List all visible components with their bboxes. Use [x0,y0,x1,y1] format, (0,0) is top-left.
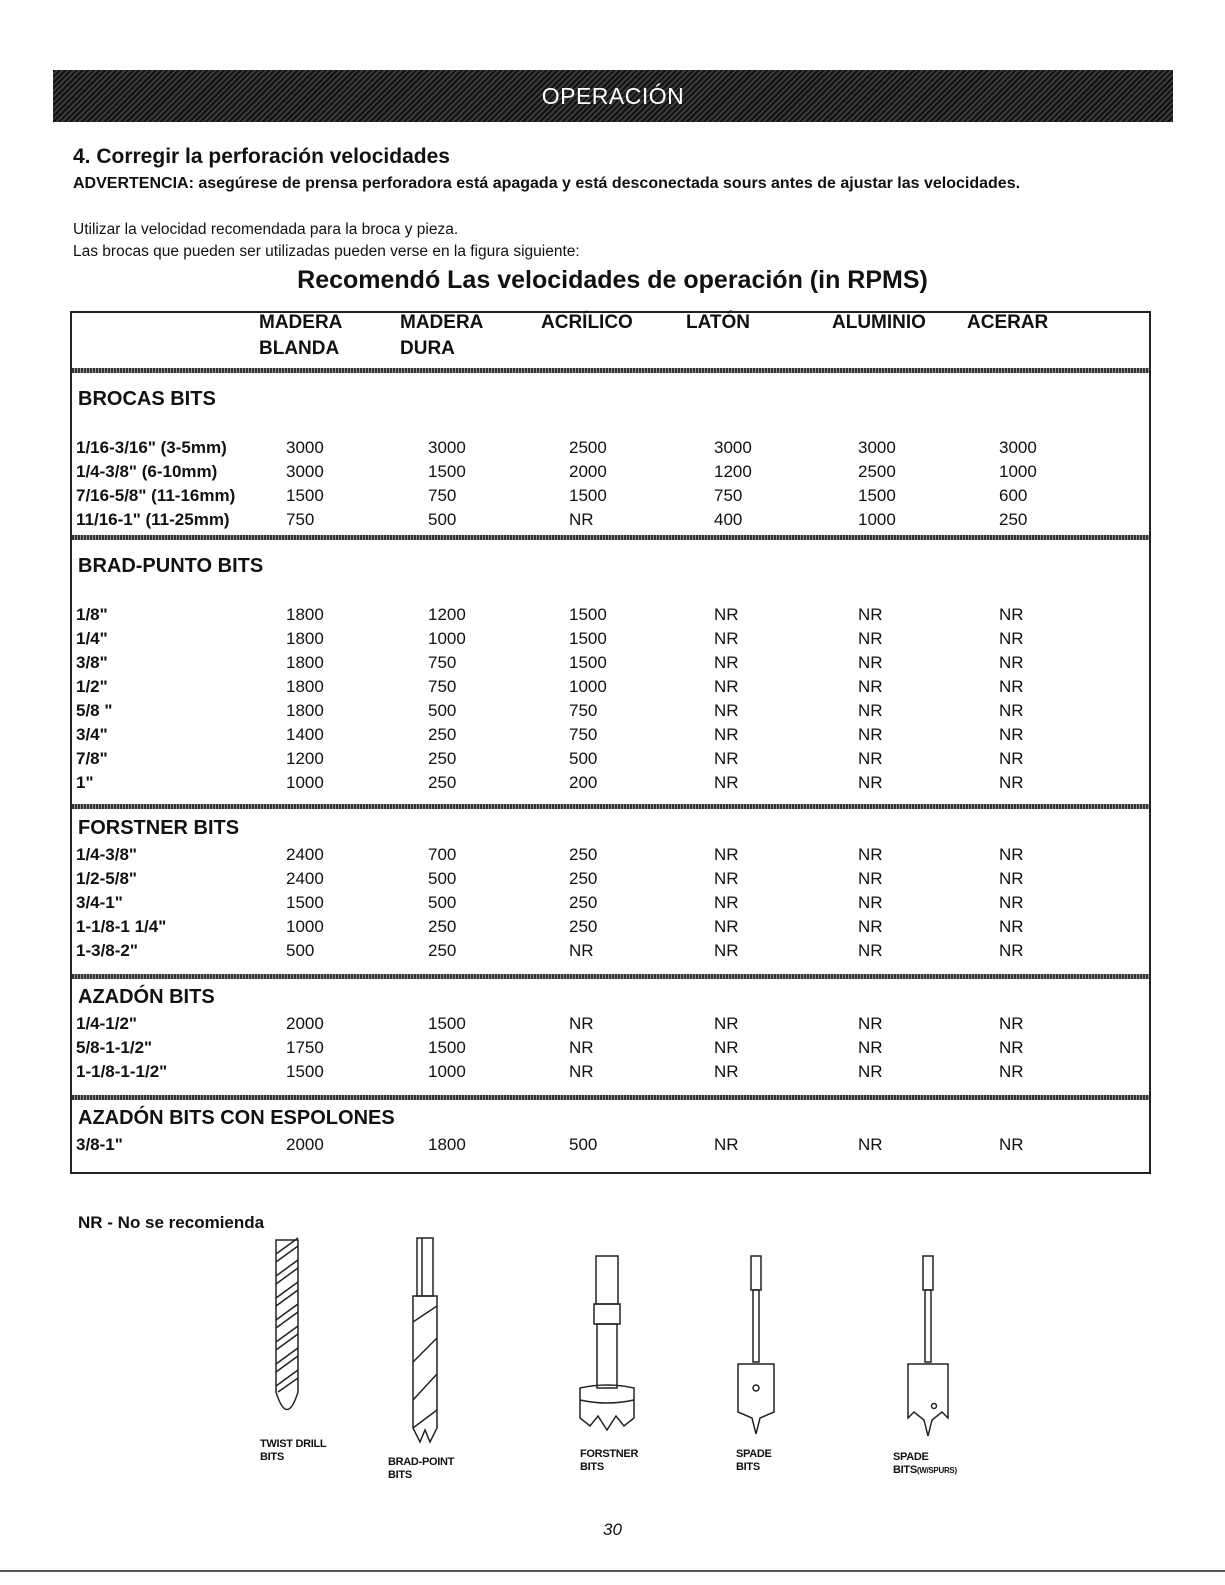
rpm-value: NR [999,605,1024,624]
rpm-value: 1200 [428,605,466,624]
rpm-value: NR [714,605,739,624]
rpm-value: NR [714,1062,739,1081]
table-row [72,651,1149,675]
row-label: 5/8-1-1/2" [76,1038,153,1057]
rpm-value: 750 [714,486,743,505]
row-label: 3/4-1" [76,893,123,912]
rpm-value: 500 [569,749,598,768]
rpm-value: NR [714,893,739,912]
rpm-value: NR [714,941,739,960]
rpm-value: 1500 [569,486,607,505]
rpm-value: NR [714,677,739,696]
rpm-value: 1400 [286,725,324,744]
row-label: 1/4-1/2" [76,1014,137,1033]
rpm-value: NR [999,653,1024,672]
rpm-value: NR [999,1135,1024,1154]
row-label: 1-3/8-2" [76,941,138,960]
rpm-value: 250 [428,941,457,960]
table-row [72,915,1149,939]
rpm-value: 250 [569,917,598,936]
page-bottom-rule [0,1570,1225,1572]
rpm-value: NR [999,941,1024,960]
rpm-value: NR [858,677,883,696]
spade-bit-caption: SPADE BITS [736,1448,772,1473]
rpm-value: 1000 [858,510,896,529]
rpm-value: 1750 [286,1038,324,1057]
rpm-value: 250 [999,510,1028,529]
rpm-value: NR [714,869,739,888]
page-number: 30 [603,1520,622,1539]
rpm-value: 2000 [286,1135,324,1154]
table-row [72,843,1149,867]
rpm-value: 1200 [714,462,752,481]
table-row [72,460,1149,484]
table-row [72,603,1149,627]
rpm-value: 2000 [286,1014,324,1033]
forstner-bit-caption: FORSTNER BITS [580,1448,639,1473]
rpm-value: 500 [569,1135,598,1154]
rpm-value: 1500 [569,653,607,672]
rpm-value: NR [858,629,883,648]
rpm-value: NR [999,749,1024,768]
rpm-value: 1500 [569,605,607,624]
rpm-value: NR [858,1038,883,1057]
row-label: 1" [76,773,94,792]
rpm-value: NR [569,1062,594,1081]
rpm-value: 500 [286,941,315,960]
rpm-table [70,311,1151,1174]
section-title: AZADÓN BITS CON ESPOLONES [78,1107,395,1129]
rpm-value: 500 [428,869,457,888]
column-header-brass: LATÓN [686,312,751,333]
table-row [72,699,1149,723]
rpm-value: NR [714,653,739,672]
rpm-value: 750 [569,701,598,720]
rpm-value: 1000 [428,629,466,648]
rpm-value: 750 [428,653,457,672]
rpm-value: 1500 [858,486,896,505]
brad-point-illustration [400,1232,450,1452]
rpm-value: 200 [569,773,598,792]
table-row [72,1060,1149,1084]
rpm-value: NR [858,893,883,912]
rpm-value: NR [999,1014,1024,1033]
rpm-value: NR [858,749,883,768]
rpm-value: NR [858,773,883,792]
table-row [72,627,1149,651]
table-row [72,867,1149,891]
rpm-value: 1800 [286,653,324,672]
rpm-value: NR [714,629,739,648]
rpm-value: 3000 [999,438,1037,457]
rpm-value: NR [714,1014,739,1033]
table-title: Recomendó Las velocidades de operación (in RPMS) [297,266,928,294]
rpm-value: NR [999,701,1024,720]
rpm-value: NR [714,845,739,864]
rpm-value: 1500 [428,1014,466,1033]
forstner-bit-illustration [572,1250,642,1440]
row-label: 1/16-3/16" (3-5mm) [76,438,227,457]
rpm-value: 1800 [286,701,324,720]
row-label: 1/4-3/8" (6-10mm) [76,462,218,481]
rpm-value: NR [999,845,1024,864]
row-label: 3/8-1" [76,1135,123,1154]
rpm-value: 250 [428,917,457,936]
rpm-value: NR [999,773,1024,792]
rpm-value: 3000 [714,438,752,457]
rpm-value: NR [858,653,883,672]
row-label: 11/16-1" (11-25mm) [76,510,230,529]
rpm-value: 750 [428,486,457,505]
rpm-value: NR [569,1038,594,1057]
rpm-value: 400 [714,510,743,529]
rpm-value: NR [714,725,739,744]
rpm-value: NR [858,725,883,744]
rpm-value: NR [858,1135,883,1154]
rpm-value: 1000 [286,917,324,936]
section-title: AZADÓN BITS [78,986,215,1008]
table-separator [72,368,1149,373]
rpm-value: 500 [428,510,457,529]
rpm-value: 700 [428,845,457,864]
rpm-value: 1200 [286,749,324,768]
twist-drill-illustration [262,1232,312,1432]
row-label: 1/2" [76,677,108,696]
rpm-value: 1000 [999,462,1037,481]
table-row [72,508,1149,532]
warning-text: ADVERTENCIA: asegúrese de prensa perforadora está apagada y está desconectada sours antes de ajustar las velocidades. [73,175,1021,192]
rpm-value: NR [999,629,1024,648]
row-label: 1/2-5/8" [76,869,137,888]
rpm-value: 250 [428,773,457,792]
row-label: 1/8" [76,605,108,624]
row-label: 1/4-3/8" [76,845,137,864]
rpm-value: NR [714,749,739,768]
nr-legend: NR - No se recomienda [78,1213,265,1232]
rpm-value: 750 [428,677,457,696]
rpm-value: NR [999,893,1024,912]
table-row [72,891,1149,915]
column-header-acrylic: ACRÍLICO [541,312,633,333]
spade-bit-spurs-illustration [900,1252,960,1442]
rpm-value: 1000 [569,677,607,696]
table-row [72,771,1149,795]
rpm-value: NR [858,917,883,936]
spade-bit-spurs-caption: SPADE BITS(W/SPURS) [893,1451,957,1476]
rpm-value: NR [569,941,594,960]
rpm-value: 1800 [286,629,324,648]
table-row [72,1133,1149,1157]
row-label: 3/8" [76,653,108,672]
rpm-value: 2000 [569,462,607,481]
rpm-value: NR [714,1135,739,1154]
rpm-value: 1500 [286,1062,324,1081]
spade-bit-illustration [728,1252,788,1442]
rpm-value: 2400 [286,869,324,888]
column-header-softwood: MADERA BLANDA [259,312,343,359]
rpm-value: 250 [569,845,598,864]
section-title: FORSTNER BITS [78,817,240,839]
section-title: BROCAS BITS [78,388,216,410]
section-banner: OPERACIÓN [53,70,1173,122]
rpm-value: 1800 [428,1135,466,1154]
rpm-value: 750 [286,510,315,529]
section-title: BRAD-PUNTO BITS [78,555,264,577]
instruction-text-2: Las brocas que pueden ser utilizadas pueden verse en la figura siguiente: [73,243,580,260]
table-separator [72,974,1149,979]
rpm-value: NR [999,1062,1024,1081]
row-label: 1-1/8-1 1/4" [76,917,167,936]
rpm-value: 500 [428,893,457,912]
rpm-value: 1500 [428,1038,466,1057]
rpm-value: NR [858,1062,883,1081]
table-row [72,484,1149,508]
rpm-value: NR [569,1014,594,1033]
table-separator [72,535,1149,540]
rpm-value: 750 [569,725,598,744]
rpm-value: 600 [999,486,1028,505]
rpm-value: NR [858,845,883,864]
rpm-value: 2500 [569,438,607,457]
rpm-value: 250 [428,725,457,744]
rpm-value: 1500 [569,629,607,648]
rpm-value: 1800 [286,677,324,696]
row-label: 5/8 " [76,701,113,720]
rpm-value: 250 [569,893,598,912]
table-row [72,1036,1149,1060]
rpm-value: NR [858,605,883,624]
rpm-value: 1800 [286,605,324,624]
table-row [72,675,1149,699]
rpm-value: NR [999,677,1024,696]
row-label: 7/16-5/8" (11-16mm) [76,486,236,505]
rpm-value: 500 [428,701,457,720]
table-separator [72,1095,1149,1100]
rpm-value: NR [714,701,739,720]
rpm-value: 3000 [858,438,896,457]
rpm-value: NR [569,510,594,529]
rpm-value: NR [858,869,883,888]
row-label: 7/8" [76,749,108,768]
rpm-value: 250 [569,869,598,888]
rpm-value: NR [858,941,883,960]
row-label: 1/4" [76,629,108,648]
column-header-hardwood: MADERA DURA [400,312,484,359]
rpm-value: 1500 [286,893,324,912]
rpm-value: 1000 [286,773,324,792]
table-row [72,747,1149,771]
rpm-value: 1500 [428,462,466,481]
row-label: 1-1/8-1-1/2" [76,1062,168,1081]
column-header-steel: ACERAR [967,312,1049,333]
table-separator [72,804,1149,809]
column-header-aluminum: ALUMINIO [832,312,926,333]
rpm-value: NR [714,773,739,792]
rpm-value: NR [999,869,1024,888]
table-row [72,1012,1149,1036]
rpm-value: 1000 [428,1062,466,1081]
brad-point-caption: BRAD-POINT BITS [388,1456,455,1481]
section-heading: 4. Corregir la perforación velocidades [73,145,450,168]
rpm-value: 250 [428,749,457,768]
rpm-value: NR [999,725,1024,744]
table-row [72,436,1149,460]
rpm-value: NR [858,1014,883,1033]
rpm-value: NR [999,917,1024,936]
twist-drill-caption: TWIST DRILL BITS [260,1438,327,1463]
rpm-value: NR [858,701,883,720]
instruction-text: Utilizar la velocidad recomendada para la broca y pieza. [73,221,459,238]
table-row [72,939,1149,963]
rpm-value: NR [714,917,739,936]
rpm-value: NR [714,1038,739,1057]
table-row [72,723,1149,747]
rpm-value: 2500 [858,462,896,481]
rpm-value: 3000 [286,462,324,481]
row-label: 3/4" [76,725,108,744]
rpm-value: 2400 [286,845,324,864]
rpm-value: 3000 [286,438,324,457]
rpm-value: 1500 [286,486,324,505]
rpm-value: 3000 [428,438,466,457]
rpm-value: NR [999,1038,1024,1057]
